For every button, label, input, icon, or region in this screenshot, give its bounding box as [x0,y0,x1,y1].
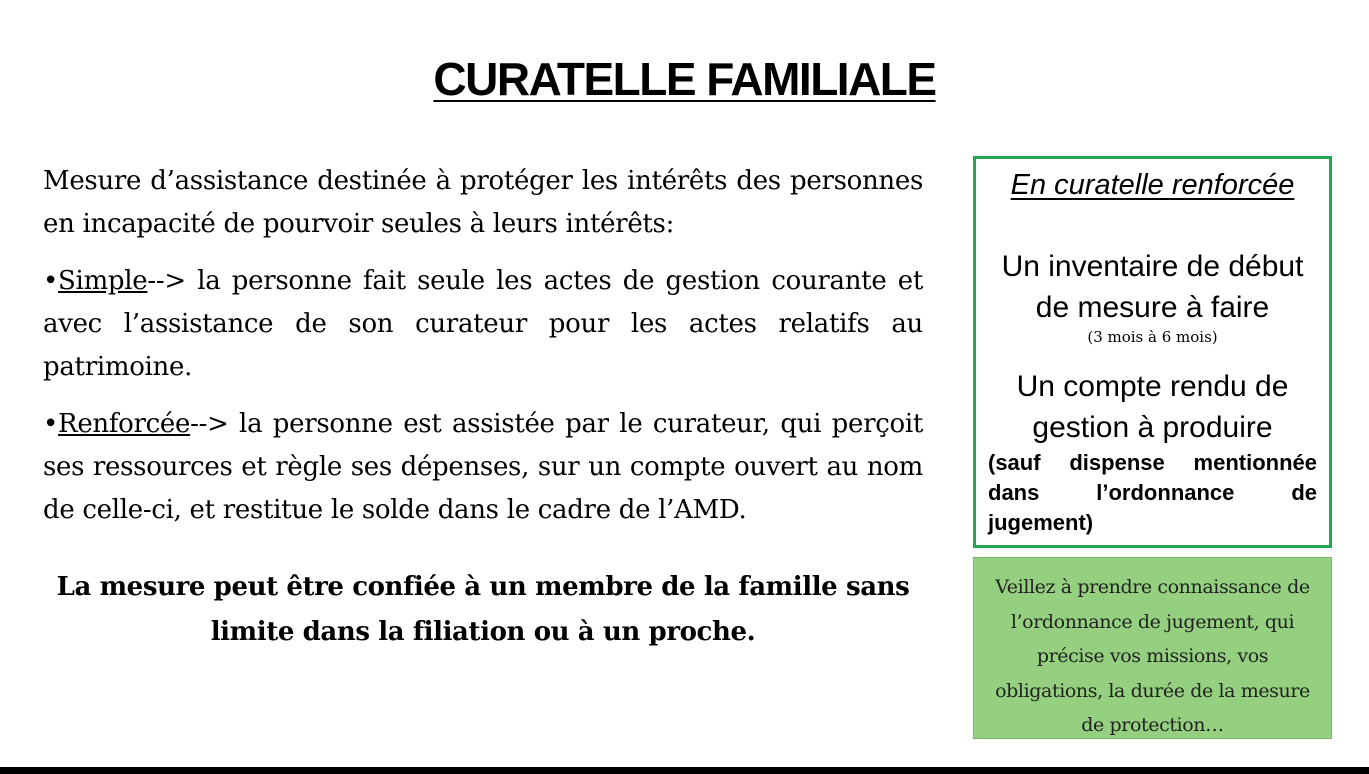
page-title: CURATELLE FAMILIALE [433,53,936,105]
box-item-inventory-note: (3 mois à 6 mois) [1087,328,1218,346]
main-text [43,160,923,546]
box-item-report: Un compte rendu de gestion à produire [1016,370,1289,444]
box-title: En curatelle renforcée [1010,169,1295,201]
intro-paragraph: Mesure d’assistance destinée à protéger les intérêts des personnes en incapacité de pourvoir seules à leurs intérêts: [43,166,923,239]
item-renforcee: •Renforcée--> la personne est assistée par le curateur, qui perçoit ses ressources et règle ses dépenses, sur un compte ouvert au nom de celle-ci, et restitue le solde dans le cadre de l’AMD. [43,409,923,525]
renforcee-box [973,156,1332,548]
closing-statement: La mesure peut être confiée à un membre de la famille sans limite dans la filiation ou à un proche. [56,572,910,647]
box-item-inventory: Un inventaire de début de mesure à faire [1001,250,1304,324]
box-item-report-note: (sauf dispense mentionnée dans l’ordonnance de jugement) [988,450,1317,535]
reminder-note: Veillez à prendre connaissance de l’ordonnance de jugement, qui précise vos missions, vos obligations, la durée de la mesure de protection… [973,557,1332,739]
term-simple: Simple [58,266,148,296]
item-simple: •Simple--> la personne fait seule les actes de gestion courante et avec l’assistance de son curateur pour les actes relatifs au patrimoine. [43,266,923,382]
term-renforcee: Renforcée [58,409,191,439]
bottom-divider [0,767,1369,774]
